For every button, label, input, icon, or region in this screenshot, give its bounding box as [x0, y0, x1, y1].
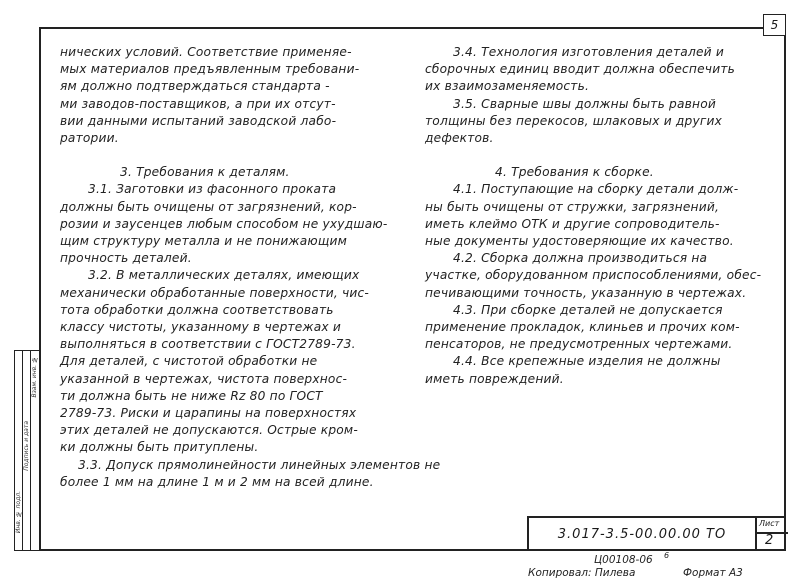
text-line: участке, оборудованном приспособлениями, обес-: [425, 268, 762, 283]
text-line: их взаимозаменяемость.: [425, 79, 590, 94]
text-line: ти должна быть не ниже Rz 80 по ГОСТ: [60, 388, 323, 403]
text-line: дефектов.: [425, 131, 494, 146]
title-block: [527, 516, 786, 551]
text-line: механически обработанные поверхности, чис-: [60, 285, 370, 300]
text-line: 3.1. Заготовки из фасонного проката: [88, 182, 337, 197]
side-label-replace: Взам. инв. №: [31, 356, 38, 398]
right-text-column: [425, 44, 761, 388]
document-code: 3.017-3.5-00.00.00 ТО: [557, 527, 727, 542]
text-line: иметь повреждений.: [425, 371, 564, 386]
text-line: 3.2. В металлических деталях, имеющих: [88, 268, 360, 283]
side-label-inv: Инв. № подл.: [15, 491, 22, 534]
sheet-number: 2: [765, 533, 774, 548]
text-line: мых материалов предъявленным требовани-: [60, 62, 360, 77]
text-line: [60, 147, 440, 164]
text-line: [425, 147, 761, 164]
text-line: должны быть очищены от загрязнений, кор-: [60, 199, 357, 214]
stamp-divider: [755, 518, 757, 551]
copied-by: Копировал: Пилева: [528, 567, 636, 579]
order-number: Ц00108-06: [594, 554, 653, 566]
text-line: выполняться в соответствии с ГОСТ2789-73.: [60, 337, 356, 352]
left-text-column: [60, 44, 440, 491]
small-mark: 6: [664, 551, 670, 560]
side-stamp: [14, 350, 39, 551]
text-line: Для деталей, с чистотой обработки не: [60, 354, 318, 369]
text-line: пенсаторов, не предусмотренных чертежами.: [425, 337, 733, 352]
text-line: 2789-73. Риски и царапины на поверхностях: [60, 406, 357, 421]
text-line: прочность деталей.: [60, 251, 192, 266]
text-line: более 1 мм на длине 1 м и 2 мм на всей длине.: [60, 474, 374, 489]
text-line: 4.3. При сборке деталей не допускается: [453, 302, 723, 317]
text-line: иметь клеймо ОТК и другие сопроводитель-: [425, 216, 720, 231]
text-line: толщины без перекосов, шлаковых и других: [425, 113, 723, 128]
text-line: щим структуру металла и не понижающим: [60, 234, 348, 249]
text-line: 4.2. Сборка должна производиться на: [453, 251, 708, 266]
text-line: этих деталей не допускаются. Острые кром-: [60, 423, 358, 438]
text-line: розии и заусенцев любым способом не ухудшаю-: [60, 216, 388, 231]
text-line: 3. Требования к деталям.: [120, 165, 290, 180]
text-line: ратории.: [60, 131, 119, 146]
text-line: 3.3. Допуск прямолинейности линейных элементов не: [78, 457, 441, 472]
text-line: 4. Требования к сборке.: [495, 165, 654, 180]
text-line: 3.4. Технология изготовления деталей и: [453, 45, 724, 59]
text-line: ми заводов-поставщиков, а при их отсут-: [60, 96, 336, 111]
page-number: 5: [763, 14, 786, 36]
text-line: классу чистоты, указанному в чертежах и: [60, 320, 341, 335]
text-line: 4.4. Все крепежные изделия не должны: [453, 354, 721, 369]
sheet-label: Лист: [759, 519, 780, 528]
text-line: применение прокладок, клиньев и прочих ком-: [425, 320, 740, 335]
format-label: Формат А3: [683, 567, 743, 579]
text-line: ки должны быть притуплены.: [60, 440, 259, 455]
text-line: сборочных единиц вводит должна обеспечить: [425, 62, 735, 77]
text-line: указанной в чертежах, чистота поверхнос-: [60, 371, 348, 386]
text-line: печивающими точность, указанную в чертежах.: [425, 285, 747, 300]
side-label-sign: Подпись и дата: [23, 421, 30, 471]
text-line: ям должно подтверждаться стандарта -: [60, 79, 330, 94]
text-line: 4.1. Поступающие на сборку детали долж-: [453, 182, 739, 197]
text-line: ны быть очищены от стружки, загрязнений,: [425, 199, 720, 214]
text-line: тота обработки должна соответствовать: [60, 302, 334, 317]
text-line: вии данными испытаний заводской лабо-: [60, 113, 337, 128]
text-line: ные документы удостоверяющие их качество.: [425, 234, 734, 249]
text-line: 3.5. Сварные швы должны быть равной: [453, 96, 716, 111]
text-line: нических условий. Соответствие применяе-: [60, 45, 352, 59]
